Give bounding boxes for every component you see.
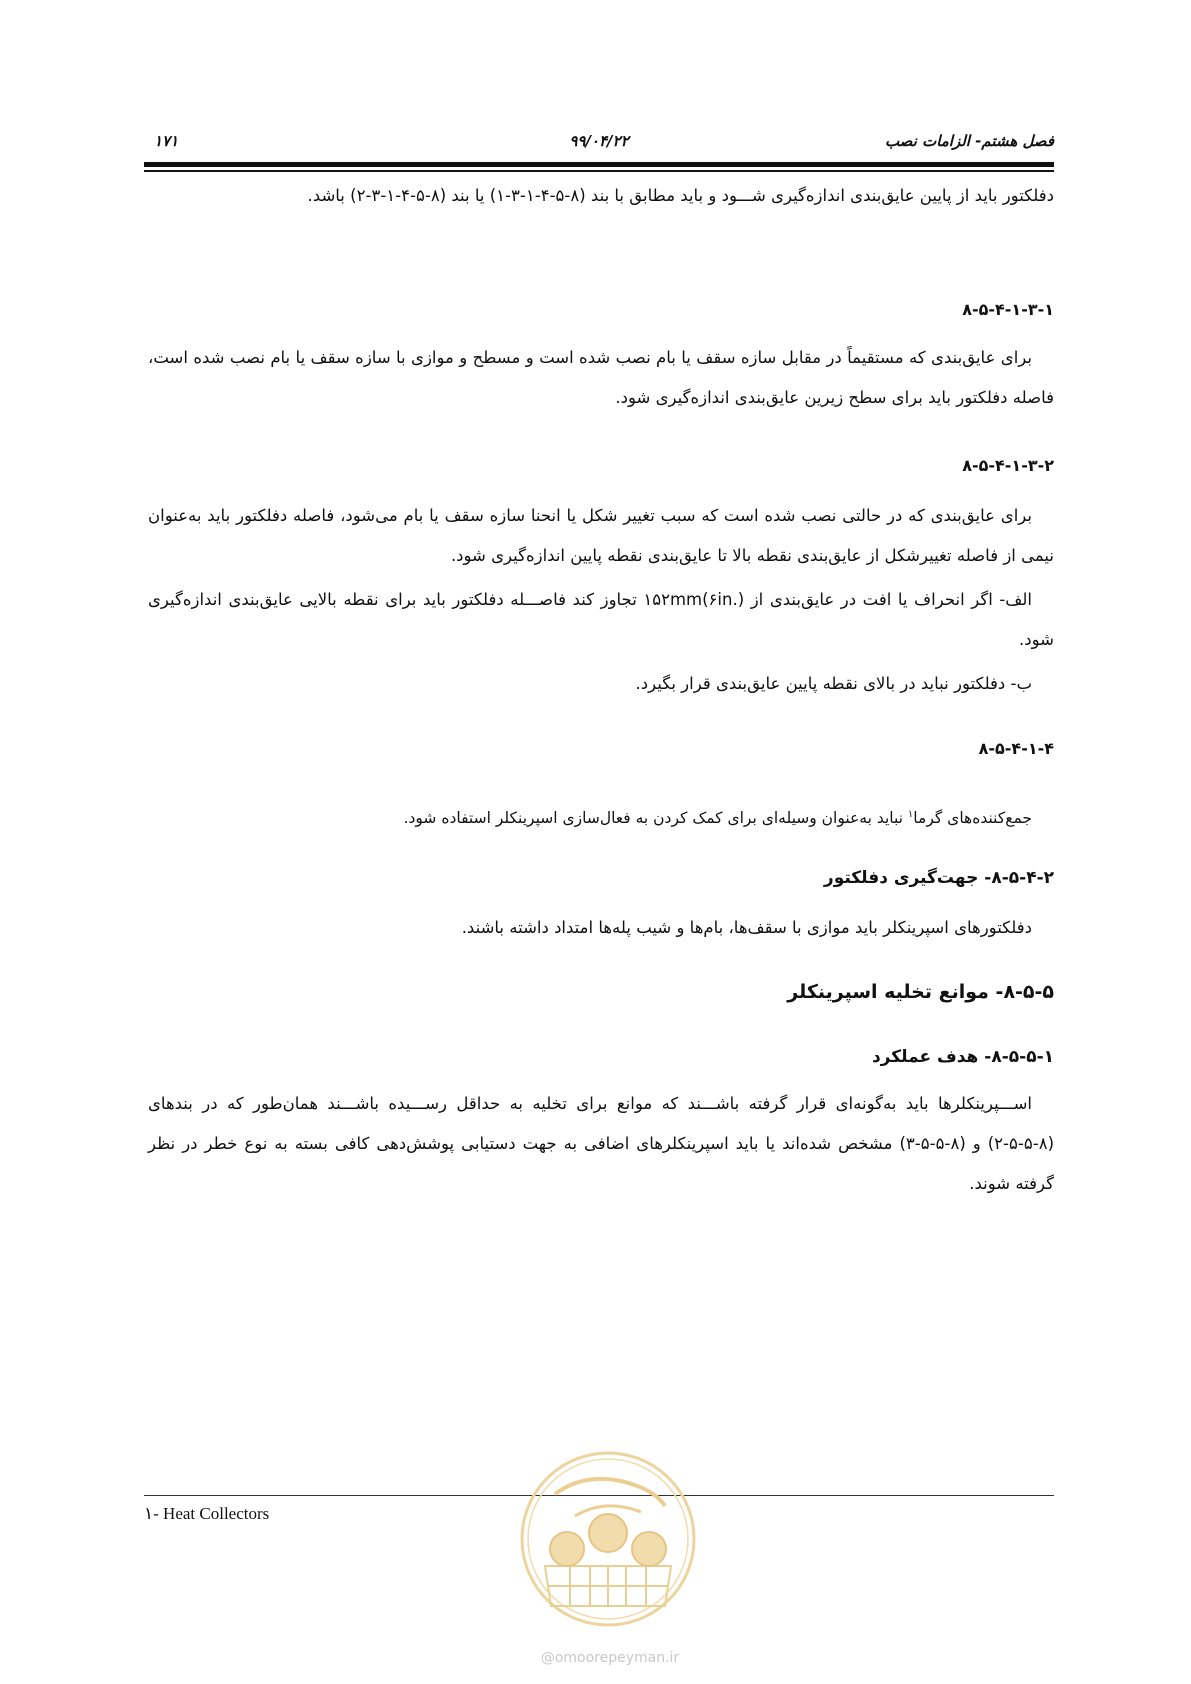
clause-number: ۸-۵-۴-۱-۳-۲ <box>962 456 1054 475</box>
list-item-alef: الف- اگر انحراف یا افت در عایق‌بندی از ۱۵۲mm(۶in.) تجاوز کند فاصـــله دفلکتور باید برای نقطه بالایی عایق‌بندی اندازه‌گیری شود. <box>148 590 1054 649</box>
page-number: ۱۷۱ <box>154 132 179 150</box>
section-heading: ۸-۵-۴-۲- جهت‌گیری دفلکتور <box>823 868 1054 888</box>
clause-number: ۸-۵-۴-۱-۳-۱ <box>962 300 1054 319</box>
page-header <box>144 132 1054 154</box>
heat-collectors-paragraph <box>148 795 1054 838</box>
intro-paragraph: دفلکتور باید از پایین عایق‌بندی اندازه‌گیری شـــود و باید مطابق با بند (۸-۵-۴-۱-۳-۱) یا بند (۸-۵-۴-۱-۳-۲) باشد. <box>307 186 1054 205</box>
clause-paragraph: برای عایق‌بندی که مستقیماً در مقابل سازه سقف یا بام نصب شده است و مسطح و موازی با سازه سقف یا بام نصب شده است، فاصله دفلکتور باید برای سطح زیرین عایق‌بندی اندازه‌گیری شود. <box>148 348 1054 407</box>
list-item-be: ب- دفلکتور نباید در بالای نقطه پایین عایق‌بندی قرار بگیرد. <box>635 674 1032 693</box>
chapter-title: فصل هشتم- الزامات نصب <box>884 132 1054 150</box>
header-rule-thin <box>144 170 1054 172</box>
watermark-url: @omoorepeyman.ir <box>540 1650 680 1666</box>
header-rule-thick <box>144 162 1054 167</box>
header-date: ۹۹/۰۴/۲۲ <box>569 132 629 150</box>
paragraph-text: جمع‌کننده‌های گرما <box>913 809 1032 828</box>
orientation-paragraph: دفلکتورهای اسپرینکلر باید موازی با سقف‌ها، بام‌ها و شیب پله‌ها امتداد داشته باشند. <box>461 918 1032 937</box>
watermark-seal <box>515 1446 701 1646</box>
paragraph-text: نباید به‌عنوان وسیله‌ای برای کمک کردن به فعال‌سازی اسپرینکلر استفاده شود. <box>403 809 908 828</box>
performance-paragraph: اســـپرینکلرها باید به‌گونه‌ای قرار گرفته باشـــند که موانع برای تخلیه به حداقل رســـیده باشـــند همان‌طور که در بندهای (۸-۵-۵-۲) و (۸-۵-۵-۳) مشخص شده‌اند یا باید اسپرینکلرهای اضافی به جهت دستیابی پوشش‌دهی کافی بسته به نوع خطر در نظر گرفته شوند. <box>148 1094 1054 1193</box>
clause-paragraph: برای عایق‌بندی که در حالتی نصب شده است که سبب تغییر شکل یا انحنا سازه سقف یا بام می‌شود، فاصله دفلکتور باید به‌عنوان نیمی از فاصله تغییرشکل از عایق‌بندی نقطه بالا تا عایق‌بندی نقطه پایین اندازه‌گیری شود. <box>148 506 1054 565</box>
footnote: ۱- Heat Collectors <box>144 1504 270 1523</box>
subsection-heading: ۸-۵-۵-۱- هدف عملکرد <box>871 1047 1054 1067</box>
clause-number: ۸-۵-۴-۱-۴ <box>978 739 1054 758</box>
footnote-marker: ۱ <box>907 809 914 820</box>
section-heading: ۸-۵-۵- موانع تخلیه اسپرینکلر <box>787 981 1054 1003</box>
